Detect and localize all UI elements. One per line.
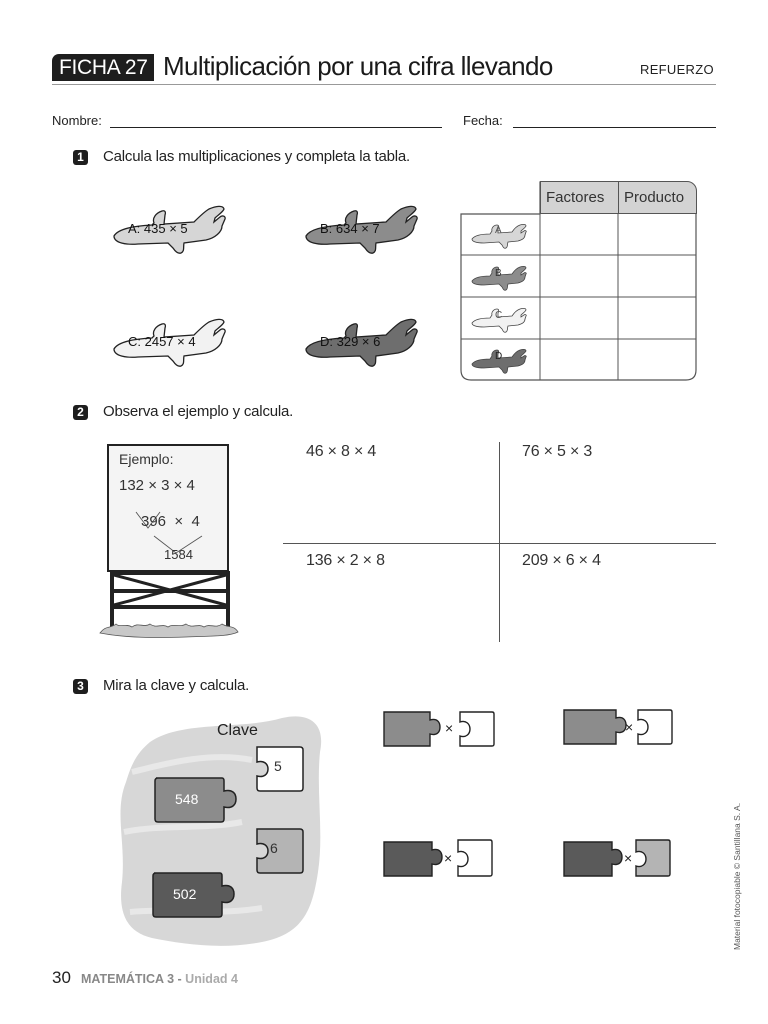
- plane-a: [108, 196, 238, 266]
- answer-area-2d[interactable]: [510, 578, 710, 640]
- cell-d-factores[interactable]: [541, 340, 617, 379]
- row-label-b: B: [495, 268, 502, 279]
- times-sign: ×: [444, 850, 453, 866]
- key-number-548: 548: [175, 791, 199, 807]
- copyright-note: Material fotocopiable © Santillana S. A.: [732, 802, 742, 950]
- exercise-3-badge: 3: [73, 679, 88, 694]
- grid-vertical-rule: [499, 442, 500, 642]
- cell-b-factores[interactable]: [541, 256, 617, 296]
- key-piece-502: [150, 870, 236, 920]
- example-board: [96, 443, 242, 643]
- header-producto: Producto: [618, 181, 697, 214]
- nombre-field[interactable]: [110, 127, 442, 128]
- plane-b: [300, 196, 430, 266]
- exercise-1-instruction: Calcula las multiplicaciones y completa la tabla.: [103, 148, 411, 165]
- footer-subject: [81, 972, 238, 986]
- cell-c-producto[interactable]: [619, 298, 695, 338]
- fecha-label: Fecha:: [463, 113, 503, 128]
- plane-d: [300, 309, 430, 379]
- pair-3-pieces: [380, 836, 500, 880]
- pair-1-pieces: [380, 708, 500, 752]
- times-sign: ×: [445, 720, 454, 736]
- plane-a-label: A: 435 × 5: [128, 221, 188, 236]
- header-factores: Factores: [540, 181, 619, 214]
- header-rule: [52, 84, 716, 85]
- answer-area-2a[interactable]: [300, 470, 490, 536]
- key-piece-6: [250, 826, 306, 876]
- answer-area-2b[interactable]: [510, 470, 710, 536]
- row-label-d: D: [495, 351, 503, 362]
- key-number-502: 502: [173, 886, 197, 902]
- unit-name: Unidad 4: [185, 972, 238, 986]
- products-table: [460, 181, 698, 382]
- clave-title: Clave: [217, 722, 258, 739]
- nombre-label: Nombre:: [52, 113, 102, 128]
- grid-horizontal-rule: [283, 543, 716, 544]
- example-result: 1584: [164, 547, 193, 562]
- row-label-c: C: [495, 310, 503, 321]
- exercise-1-badge: 1: [73, 150, 88, 165]
- row-plane-a: [470, 219, 530, 251]
- exercise-2c: 136 × 2 × 8: [306, 552, 385, 569]
- answer-area-2c[interactable]: [300, 578, 490, 640]
- pair-4-pieces: [560, 836, 680, 880]
- cell-a-producto[interactable]: [619, 215, 695, 255]
- exercise-2d: 209 × 6 × 4: [522, 552, 601, 569]
- example-title: Ejemplo:: [119, 451, 174, 467]
- row-plane-d: [470, 344, 530, 376]
- refuerzo-label: REFUERZO: [640, 62, 714, 77]
- pair-2-pieces: [560, 706, 680, 750]
- plane-c: [108, 309, 238, 379]
- puzzle-piece-icon: [250, 826, 306, 876]
- exercise-2-instruction: Observa el ejemplo y calcula.: [103, 403, 294, 420]
- exercise-2b: 76 × 5 × 3: [522, 443, 593, 460]
- key-number-5: 5: [274, 758, 282, 774]
- page-title: Multiplicación por una cifra llevando: [163, 51, 553, 81]
- times-sign: ×: [624, 850, 633, 866]
- row-label-a: A: [495, 225, 502, 236]
- pair-1: [380, 708, 500, 752]
- ficha-tag: FICHA 27: [52, 54, 154, 81]
- exercise-3-instruction: Mira la clave y calcula.: [103, 677, 250, 694]
- subject-name: MATEMÁTICA 3: [81, 972, 175, 986]
- row-plane-b: [470, 261, 530, 293]
- plane-d-label: D: 329 × 6: [320, 334, 381, 349]
- key-number-6: 6: [270, 840, 278, 856]
- exercise-2-badge: 2: [73, 405, 88, 420]
- fecha-field[interactable]: [513, 127, 716, 128]
- example-line-2: 396 × 4: [141, 513, 200, 530]
- page-number: 30: [52, 968, 71, 987]
- cell-c-factores[interactable]: [541, 298, 617, 338]
- board-drawing: [96, 443, 242, 643]
- pair-2: [560, 706, 680, 750]
- row-plane-c: [470, 303, 530, 335]
- cell-a-factores[interactable]: [541, 215, 617, 255]
- cell-b-producto[interactable]: [619, 256, 695, 296]
- pair-3: [380, 836, 500, 880]
- footer-separator: -: [174, 972, 186, 986]
- cell-d-producto[interactable]: [619, 340, 695, 379]
- exercise-2a: 46 × 8 × 4: [306, 443, 377, 460]
- pair-4: [560, 836, 680, 880]
- key-piece-5: [250, 744, 306, 794]
- key-piece-548: [152, 775, 238, 825]
- times-sign: ×: [625, 719, 634, 735]
- example-line-1: 132 × 3 × 4: [119, 477, 195, 494]
- plane-c-label: C: 2457 × 4: [128, 334, 196, 349]
- plane-b-label: B: 634 × 7: [320, 221, 380, 236]
